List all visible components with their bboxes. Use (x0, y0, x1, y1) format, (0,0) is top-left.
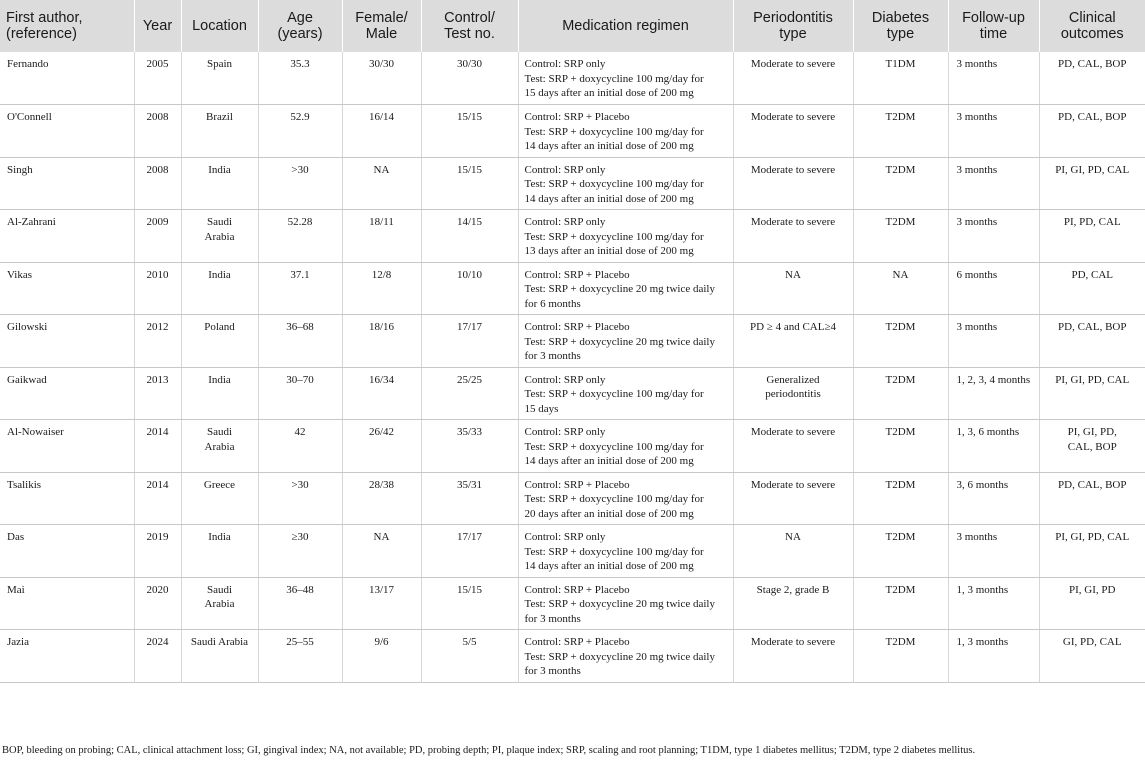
cell-location: Poland (181, 315, 258, 368)
cell-clinical-outcomes: PD, CAL, BOP (1039, 105, 1145, 158)
cell-location: Spain (181, 52, 258, 105)
cell-diabetes-type: T2DM (853, 577, 948, 630)
cell-follow-up-time: 3 months (948, 525, 1039, 578)
cell-periodontitis-type: Moderate to severe (733, 157, 853, 210)
table-row (0, 367, 1145, 420)
cell-female-male: NA (342, 157, 421, 210)
cell-periodontitis-type: Moderate to severe (733, 52, 853, 105)
cell-periodontitis-type: Moderate to severe (733, 210, 853, 263)
cell-age: 52.28 (258, 210, 342, 263)
cell-control-test: 35/33 (421, 420, 518, 473)
cell-age: >30 (258, 157, 342, 210)
cell-follow-up-time: 1, 3, 6 months (948, 420, 1039, 473)
cell-first-author: O'Connell (0, 105, 134, 158)
cell-control-test: 35/31 (421, 472, 518, 525)
cell-medication-regimen: Control: SRP + Placebo Test: SRP + doxycycline 20 mg twice daily for 3 months (518, 577, 733, 630)
cell-diabetes-type: NA (853, 262, 948, 315)
cell-female-male: 28/38 (342, 472, 421, 525)
cell-first-author: Mai (0, 577, 134, 630)
cell-year: 2020 (134, 577, 181, 630)
cell-year: 2008 (134, 157, 181, 210)
cell-clinical-outcomes: PD, CAL, BOP (1039, 315, 1145, 368)
cell-medication-regimen: Control: SRP only Test: SRP + doxycycline 100 mg/day for 15 days after an initial dose of 200 mg (518, 52, 733, 105)
cell-first-author: Tsalikis (0, 472, 134, 525)
cell-location: Brazil (181, 105, 258, 158)
cell-follow-up-time: 3 months (948, 52, 1039, 105)
cell-follow-up-time: 1, 3 months (948, 630, 1039, 683)
cell-diabetes-type: T2DM (853, 367, 948, 420)
header-periodontitis-type: Periodontitis type (733, 0, 853, 52)
cell-clinical-outcomes: PI, GI, PD, CAL (1039, 157, 1145, 210)
table-row (0, 262, 1145, 315)
cell-age: 37.1 (258, 262, 342, 315)
cell-first-author: Al-Nowaiser (0, 420, 134, 473)
cell-location: Saudi Arabia (181, 210, 258, 263)
header-medication-regimen: Medication regimen (518, 0, 733, 52)
cell-year: 2012 (134, 315, 181, 368)
cell-diabetes-type: T1DM (853, 52, 948, 105)
cell-age: 30–70 (258, 367, 342, 420)
cell-female-male: 16/14 (342, 105, 421, 158)
header-location: Location (181, 0, 258, 52)
cell-first-author: Gaikwad (0, 367, 134, 420)
cell-control-test: 15/15 (421, 577, 518, 630)
cell-periodontitis-type: Moderate to severe (733, 105, 853, 158)
cell-clinical-outcomes: PI, GI, PD (1039, 577, 1145, 630)
cell-medication-regimen: Control: SRP + Placebo Test: SRP + doxycycline 100 mg/day for 20 days after an initial dose of 200 mg (518, 472, 733, 525)
cell-follow-up-time: 3 months (948, 210, 1039, 263)
cell-year: 2008 (134, 105, 181, 158)
cell-diabetes-type: T2DM (853, 472, 948, 525)
cell-medication-regimen: Control: SRP + Placebo Test: SRP + doxycycline 100 mg/day for 14 days after an initial dose of 200 mg (518, 105, 733, 158)
cell-first-author: Fernando (0, 52, 134, 105)
cell-periodontitis-type: Moderate to severe (733, 630, 853, 683)
header-follow-up-time: Follow-up time (948, 0, 1039, 52)
cell-medication-regimen: Control: SRP + Placebo Test: SRP + doxycycline 20 mg twice daily for 3 months (518, 315, 733, 368)
cell-diabetes-type: T2DM (853, 525, 948, 578)
table-row (0, 105, 1145, 158)
cell-age: 52.9 (258, 105, 342, 158)
cell-age: 36–48 (258, 577, 342, 630)
cell-follow-up-time: 6 months (948, 262, 1039, 315)
cell-follow-up-time: 1, 3 months (948, 577, 1039, 630)
cell-follow-up-time: 1, 2, 3, 4 months (948, 367, 1039, 420)
cell-periodontitis-type: NA (733, 525, 853, 578)
cell-control-test: 30/30 (421, 52, 518, 105)
cell-location: India (181, 525, 258, 578)
cell-location: India (181, 367, 258, 420)
cell-year: 2014 (134, 472, 181, 525)
cell-age: 36–68 (258, 315, 342, 368)
cell-diabetes-type: T2DM (853, 105, 948, 158)
cell-periodontitis-type: PD ≥ 4 and CAL≥4 (733, 315, 853, 368)
table-row (0, 210, 1145, 263)
cell-clinical-outcomes: GI, PD, CAL (1039, 630, 1145, 683)
cell-location: Saudi Arabia (181, 420, 258, 473)
table-row (0, 630, 1145, 683)
table-row (0, 52, 1145, 105)
cell-location: India (181, 157, 258, 210)
cell-year: 2014 (134, 420, 181, 473)
table-row (0, 472, 1145, 525)
cell-female-male: 12/8 (342, 262, 421, 315)
cell-control-test: 15/15 (421, 157, 518, 210)
cell-female-male: 18/16 (342, 315, 421, 368)
cell-clinical-outcomes: PD, CAL, BOP (1039, 52, 1145, 105)
cell-periodontitis-type: Stage 2, grade B (733, 577, 853, 630)
cell-female-male: 13/17 (342, 577, 421, 630)
cell-clinical-outcomes: PD, CAL, BOP (1039, 472, 1145, 525)
cell-location: Saudi Arabia (181, 577, 258, 630)
cell-first-author: Gilowski (0, 315, 134, 368)
cell-diabetes-type: T2DM (853, 315, 948, 368)
cell-female-male: 16/34 (342, 367, 421, 420)
cell-diabetes-type: T2DM (853, 157, 948, 210)
cell-first-author: Das (0, 525, 134, 578)
header-year: Year (134, 0, 181, 52)
header-control-test: Control/ Test no. (421, 0, 518, 52)
cell-female-male: 30/30 (342, 52, 421, 105)
cell-age: >30 (258, 472, 342, 525)
cell-age: 25–55 (258, 630, 342, 683)
cell-follow-up-time: 3, 6 months (948, 472, 1039, 525)
cell-control-test: 25/25 (421, 367, 518, 420)
cell-diabetes-type: T2DM (853, 630, 948, 683)
cell-year: 2019 (134, 525, 181, 578)
cell-medication-regimen: Control: SRP only Test: SRP + doxycycline 100 mg/day for 14 days after an initial dose of 200 mg (518, 157, 733, 210)
cell-year: 2024 (134, 630, 181, 683)
cell-clinical-outcomes: PI, GI, PD, CAL (1039, 367, 1145, 420)
header-female-male: Female/ Male (342, 0, 421, 52)
cell-first-author: Singh (0, 157, 134, 210)
cell-first-author: Jazia (0, 630, 134, 683)
cell-female-male: 26/42 (342, 420, 421, 473)
cell-follow-up-time: 3 months (948, 105, 1039, 158)
header-clinical-outcomes: Clinical outcomes (1039, 0, 1145, 52)
cell-periodontitis-type: NA (733, 262, 853, 315)
cell-control-test: 14/15 (421, 210, 518, 263)
header-diabetes-type: Diabetes type (853, 0, 948, 52)
table-row (0, 420, 1145, 473)
cell-location: Saudi Arabia (181, 630, 258, 683)
table-row (0, 577, 1145, 630)
cell-follow-up-time: 3 months (948, 315, 1039, 368)
cell-medication-regimen: Control: SRP only Test: SRP + doxycycline 100 mg/day for 15 days (518, 367, 733, 420)
cell-year: 2005 (134, 52, 181, 105)
cell-female-male: 18/11 (342, 210, 421, 263)
cell-age: 35.3 (258, 52, 342, 105)
cell-control-test: 10/10 (421, 262, 518, 315)
cell-year: 2013 (134, 367, 181, 420)
cell-age: 42 (258, 420, 342, 473)
cell-female-male: NA (342, 525, 421, 578)
cell-clinical-outcomes: PI, GI, PD, CAL, BOP (1039, 420, 1145, 473)
header-age: Age (years) (258, 0, 342, 52)
cell-clinical-outcomes: PD, CAL (1039, 262, 1145, 315)
cell-control-test: 17/17 (421, 525, 518, 578)
cell-periodontitis-type: Generalized periodontitis (733, 367, 853, 420)
header-first-author: First author, (reference) (0, 0, 134, 52)
header-row (0, 0, 1145, 52)
cell-periodontitis-type: Moderate to severe (733, 472, 853, 525)
cell-medication-regimen: Control: SRP only Test: SRP + doxycycline 100 mg/day for 14 days after an initial dose of 200 mg (518, 525, 733, 578)
cell-location: India (181, 262, 258, 315)
cell-location: Greece (181, 472, 258, 525)
cell-age: ≥30 (258, 525, 342, 578)
cell-first-author: Al-Zahrani (0, 210, 134, 263)
cell-periodontitis-type: Moderate to severe (733, 420, 853, 473)
cell-clinical-outcomes: PI, GI, PD, CAL (1039, 525, 1145, 578)
cell-medication-regimen: Control: SRP + Placebo Test: SRP + doxycycline 20 mg twice daily for 3 months (518, 630, 733, 683)
table-footnote: BOP, bleeding on probing; CAL, clinical attachment loss; GI, gingival index; NA, not available; PD, probing depth; PI, plaque index; SRP, scaling and root planning; T1DM, type 1 diabetes mellitus; T2DM, type 2 diabetes mellitus. (2, 745, 976, 756)
cell-medication-regimen: Control: SRP only Test: SRP + doxycycline 100 mg/day for 14 days after an initial dose of 200 mg (518, 420, 733, 473)
table-header (0, 0, 1145, 52)
cell-medication-regimen: Control: SRP + Placebo Test: SRP + doxycycline 20 mg twice daily for 6 months (518, 262, 733, 315)
table-body (0, 52, 1145, 682)
cell-year: 2009 (134, 210, 181, 263)
table-row (0, 315, 1145, 368)
cell-clinical-outcomes: PI, PD, CAL (1039, 210, 1145, 263)
cell-control-test: 5/5 (421, 630, 518, 683)
cell-control-test: 15/15 (421, 105, 518, 158)
cell-first-author: Vikas (0, 262, 134, 315)
cell-diabetes-type: T2DM (853, 420, 948, 473)
cell-year: 2010 (134, 262, 181, 315)
cell-control-test: 17/17 (421, 315, 518, 368)
cell-diabetes-type: T2DM (853, 210, 948, 263)
cell-medication-regimen: Control: SRP only Test: SRP + doxycycline 100 mg/day for 13 days after an initial dose of 200 mg (518, 210, 733, 263)
table-row (0, 157, 1145, 210)
table-row (0, 525, 1145, 578)
cell-female-male: 9/6 (342, 630, 421, 683)
cell-follow-up-time: 3 months (948, 157, 1039, 210)
